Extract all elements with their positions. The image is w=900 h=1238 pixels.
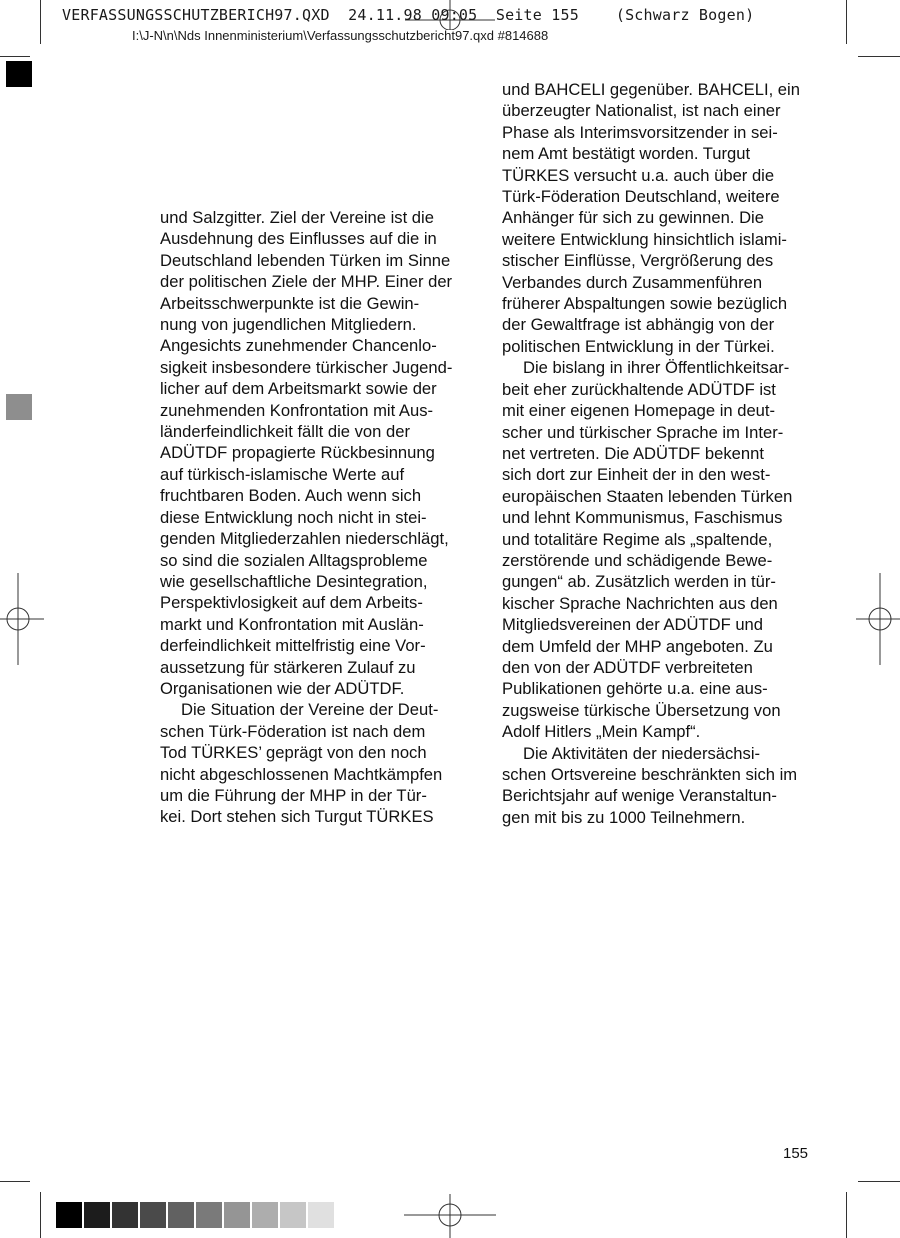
tone-swatch: [252, 1202, 278, 1228]
tone-swatch: [196, 1202, 222, 1228]
tone-swatch: [84, 1202, 110, 1228]
crop-mark: [40, 1192, 41, 1238]
file-path-line: I:\J-N\n\Nds Innenministerium\Verfassungsschutzbericht97.qxd #814688: [132, 28, 549, 43]
page-number: 155: [783, 1145, 809, 1162]
paragraph: und BAHCELI gegenüber. BAHCELI, ein überzeugter Nationalist, ist nach einer Phase als Interimsvorsitzender in sei- nem Amt bestätigt worden. Turgut TÜRKES versucht u.a. auch über die Türk-Föderation Deutschland, weitere Anhänger für sich zu gewinnen. Die weitere Entwicklung hinsichtlich islami- stischer Einflüsse, Vergrößerung des Verbandes durch Zusammenführen früherer Abspaltungen sowie bezüglich der Gewaltfrage ist abhängig von der politischen Entwicklung in der Türkei.: [502, 80, 800, 356]
tone-swatch: [308, 1202, 334, 1228]
crop-mark: [0, 1181, 30, 1182]
registration-mark-icon: [0, 573, 44, 665]
registration-mark-icon: [404, 1194, 496, 1238]
crop-mark: [858, 56, 900, 57]
crop-mark: [40, 0, 41, 44]
paragraph: Die Aktivitäten der niedersächsi- schen Ortsvereine beschränkten sich im Berichtsjahr auf wenige Veranstaltun- gen mit bis zu 1000 Teilnehmern.: [502, 743, 798, 827]
crop-mark: [858, 1181, 900, 1182]
tone-swatch: [168, 1202, 194, 1228]
crop-mark: [0, 56, 30, 57]
tone-swatch: [140, 1202, 166, 1228]
tone-swatch: [224, 1202, 250, 1228]
paragraph: und Salzgitter. Ziel der Vereine ist die Ausdehnung des Einflusses auf die in Deutschland lebenden Türken im Sinne der politischen Ziele der MHP. Einer der Arbeitsschwerpunkte ist die Gewin- nung von jugendlichen Mitgliedern. Angesichts zunehmender Chancenlo- sigkeit insbesondere türkischer Jugend- licher auf dem Arbeitsmarkt sowie der zunehmenden Konfrontation mit Aus- länderfeindlichkeit fällt die von der ADÜTDF propagierte Rückbesinnung auf türkisch-islamische Werte auf fruchtbaren Boden. Auch wenn sich diese Entwicklung noch nicht in stei- genden Mitgliederzahlen niederschlägt, so sind die sozialen Alltagsprobleme wie gesellschaftliche Desintegration, Perspektivlosigkeit auf dem Arbeits- markt und Konfrontation mit Auslän- derfeindlichkeit mittelfristig eine Vor- aussetzung für stärkeren Zulauf zu Organisationen wie der ADÜTDF.: [160, 208, 453, 698]
slug-line: VERFASSUNGSSCHUTZBERICH97.QXD 24.11.98 09:05 Seite 155 (Schwarz Bogen): [62, 6, 755, 24]
color-control-bar: [56, 1202, 334, 1228]
crop-mark: [846, 1192, 847, 1238]
tone-swatch: [112, 1202, 138, 1228]
paragraph: Die bislang in ihrer Öffentlichkeitsar- beit eher zurückhaltende ADÜTDF ist mit einer eigenen Homepage in deut- scher und türkischer Sprache im Inter- net vertreten. Die ADÜTDF bekennt sich dort zur Einheit der in den west- europäischen Staaten lebenden Türken und lehnt Kommunismus, Faschismus und totalitäre Regime als „spaltende, zerstörende und schädigende Bewe- gungen“ ab. Zusätzlich werden in tür- kischer Sprache Nachrichten aus den Mitgliedsvereinen der ADÜTDF und dem Umfeld der MHP angeboten. Zu den von der ADÜTDF verbreiteten Publikationen gehörte u.a. eine aus- zugsweise türkische Übersetzung von Adolf Hitlers „Mein Kampf“.: [502, 358, 793, 742]
tone-swatch: [56, 1202, 82, 1228]
gray-marker-square: [6, 394, 32, 420]
crop-mark: [846, 0, 847, 44]
tone-swatch: [280, 1202, 306, 1228]
black-marker-square: [6, 61, 32, 87]
registration-mark-icon: [856, 573, 900, 665]
right-text-column: [502, 79, 812, 828]
left-text-column: [160, 207, 470, 828]
paragraph: Die Situation der Vereine der Deut- schen Türk-Föderation ist nach dem Tod TÜRKES’ geprägt von den noch nicht abgeschlossenen Machtkämpfen um die Führung der MHP in der Tür- kei. Dort stehen sich Turgut TÜRKES: [160, 700, 443, 827]
